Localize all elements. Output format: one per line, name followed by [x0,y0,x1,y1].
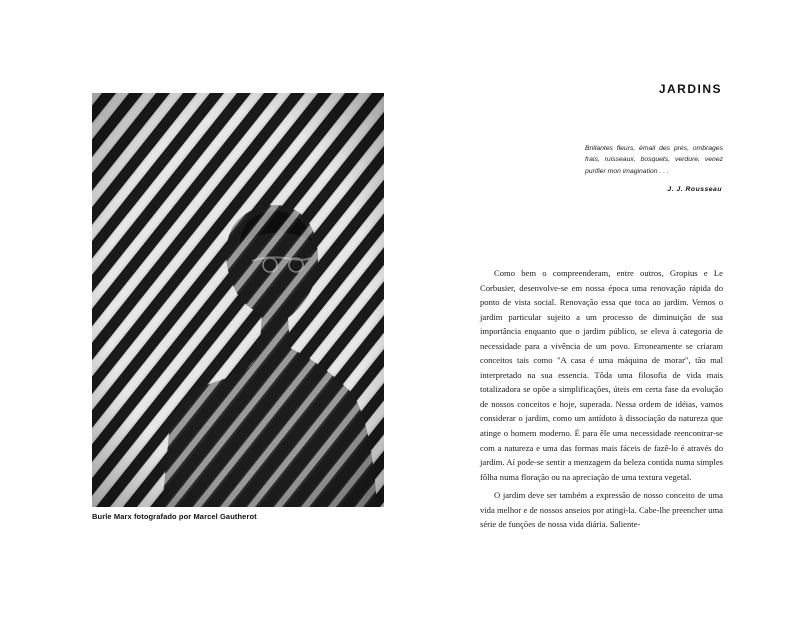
portrait-photograph [92,93,384,507]
photo-caption: Burle Marx fotografado por Marcel Gautherot [92,512,257,521]
photo-shadow-stripes [92,93,384,507]
page-title: JARDINS [658,82,722,96]
body-paragraph-1: Como bem o compreenderam, entre outros, Gropius e Le Corbusier, desenvolve-se em nossa época uma renovação rápida do ponto de vista social. Renovação essa que toca ao jardim. Vemos o jardim particular sujeito a um processo de diminuição de sua importância enquanto que o jardim público, se eleva à categoria de necessidade para a vivência de um povo. Erroneamente se criaram conceitos tais como "A casa é uma máquina de morar", tão mal interpretado na sua essencia. Tôda uma filosofia de vida mais totalizadora se opõe a simplificações, úteis em certa fase da evolução de nossos conceitos e hoje, superada. Nessa ordem de idéias, vamos considerar o jardim, como um antídoto à dissociação da natureza que atinge o homem moderno. É para êle uma necessidade reencontrar-se com a natureza e uma das formas mais fáceis de fazê-lo é através do jardim. Aí pode-se sentir a menzagem da beleza contida numa simples fôlha numa floração ou na apreciação de uma textura vegetal. [480,268,723,482]
epigraph-author: J. J. Rousseau [667,186,722,193]
epigraph-quote: Brillantes fleurs, émail des prés, ombrages frais, ruisseaux, bosquets, verdure, venez purifier mon imagination . . . [585,145,723,175]
body-paragraph-2: O jardim deve ser também a expressão de nosso conceito de uma vida melhor e de nossos anseios por atingi-la. Cabe-lhe preencher uma série de funções de nossa vida diária. Saliente- [480,490,723,530]
article-body [480,266,723,532]
